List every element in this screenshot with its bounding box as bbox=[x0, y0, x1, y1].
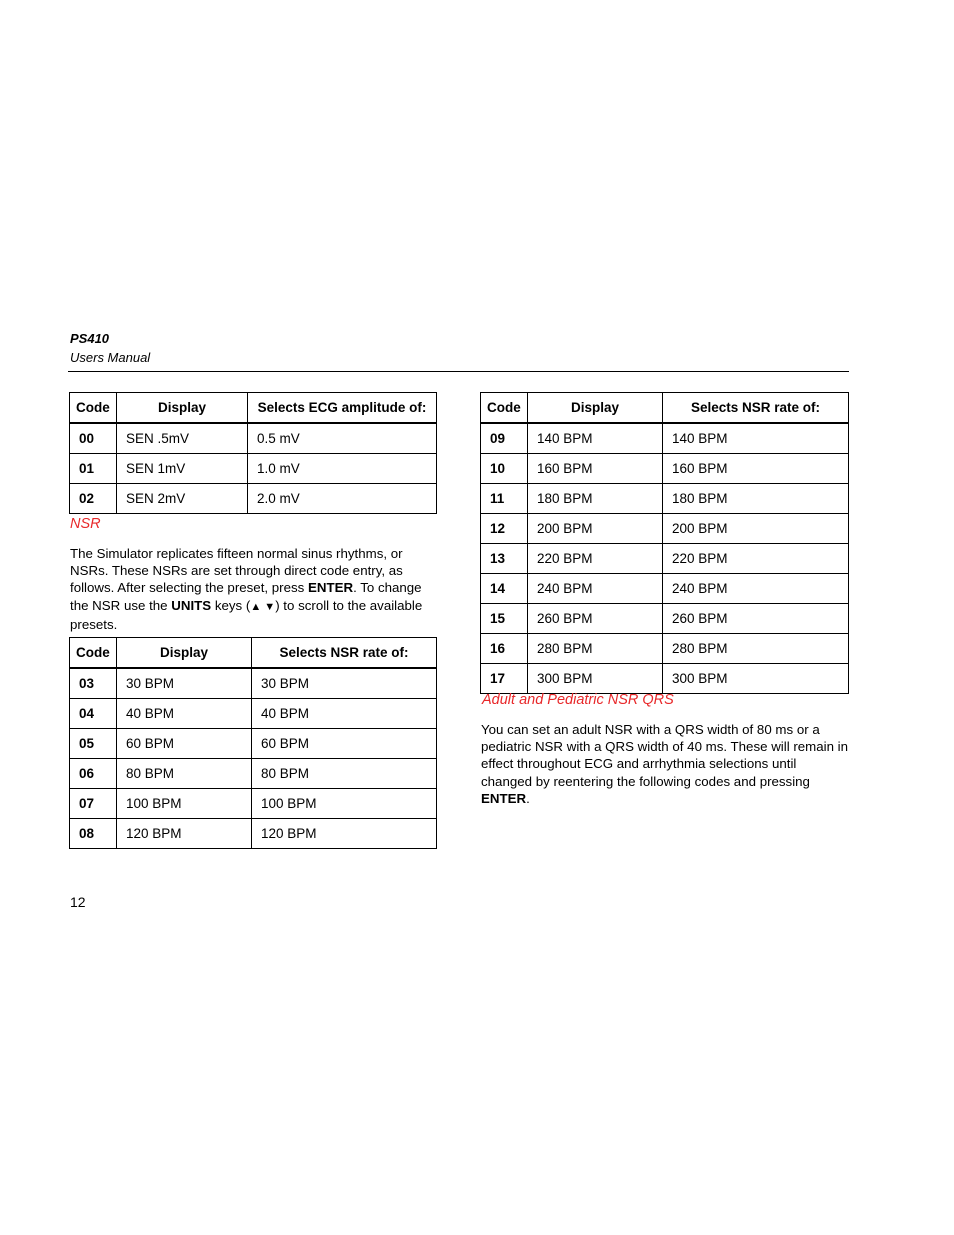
table-row bbox=[481, 604, 849, 634]
column-header: Code bbox=[70, 638, 117, 669]
display-cell: 160 BPM bbox=[528, 454, 663, 484]
table-header-row bbox=[70, 393, 437, 424]
display-cell: 60 BPM bbox=[117, 729, 252, 759]
display-cell: 40 BPM bbox=[117, 699, 252, 729]
value-cell: 120 BPM bbox=[252, 819, 437, 849]
code-cell: 03 bbox=[70, 668, 117, 699]
code-cell: 05 bbox=[70, 729, 117, 759]
qrs-text-2: . bbox=[526, 790, 530, 806]
page-number: 12 bbox=[70, 894, 86, 910]
value-cell: 30 BPM bbox=[252, 668, 437, 699]
nsr-rate-table-right bbox=[480, 392, 849, 694]
code-cell: 04 bbox=[70, 699, 117, 729]
table-row bbox=[481, 544, 849, 574]
display-cell: SEN 2mV bbox=[117, 484, 248, 514]
value-cell: 140 BPM bbox=[663, 423, 849, 454]
nsr-text-4: ) to scroll to the available presets. bbox=[70, 597, 423, 632]
display-cell: SEN .5mV bbox=[117, 423, 248, 454]
table-header-row bbox=[481, 393, 849, 424]
display-cell: 200 BPM bbox=[528, 514, 663, 544]
table-row bbox=[481, 574, 849, 604]
display-cell: 80 BPM bbox=[117, 759, 252, 789]
column-header: Code bbox=[70, 393, 117, 424]
table-row bbox=[481, 423, 849, 454]
units-key-label: UNITS bbox=[171, 597, 212, 613]
code-cell: 13 bbox=[481, 544, 528, 574]
table-row bbox=[481, 664, 849, 694]
column-header: Selects ECG amplitude of: bbox=[248, 393, 437, 424]
code-cell: 01 bbox=[70, 454, 117, 484]
code-cell: 12 bbox=[481, 514, 528, 544]
column-header: Display bbox=[117, 393, 248, 424]
table-row bbox=[70, 699, 437, 729]
display-cell: 240 BPM bbox=[528, 574, 663, 604]
value-cell: 0.5 mV bbox=[248, 423, 437, 454]
column-header: Selects NSR rate of: bbox=[252, 638, 437, 669]
display-cell: 300 BPM bbox=[528, 664, 663, 694]
enter-key-label: ENTER bbox=[307, 580, 354, 596]
display-cell: SEN 1mV bbox=[117, 454, 248, 484]
column-header: Code bbox=[481, 393, 528, 424]
display-cell: 220 BPM bbox=[528, 544, 663, 574]
table-row bbox=[481, 484, 849, 514]
table-row bbox=[70, 819, 437, 849]
value-cell: 80 BPM bbox=[252, 759, 437, 789]
enter-key-label: ENTER bbox=[481, 790, 527, 806]
display-cell: 30 BPM bbox=[117, 668, 252, 699]
nsr-paragraph bbox=[70, 545, 438, 633]
column-header: Display bbox=[528, 393, 663, 424]
display-cell: 180 BPM bbox=[528, 484, 663, 514]
value-cell: 220 BPM bbox=[663, 544, 849, 574]
value-cell: 60 BPM bbox=[252, 729, 437, 759]
table-row bbox=[70, 789, 437, 819]
display-cell: 120 BPM bbox=[117, 819, 252, 849]
table-row bbox=[70, 759, 437, 789]
code-cell: 10 bbox=[481, 454, 528, 484]
table-row bbox=[70, 484, 437, 514]
qrs-text-1: You can set an adult NSR with a QRS width of 80 ms or a pediatric NSR with a QRS width of 40 ms. These will remain in effect throughout ECG and arrhythmia selections until changed by reentering the following codes and pressing bbox=[481, 722, 849, 789]
qrs-heading: Adult and Pediatric NSR QRS bbox=[482, 692, 674, 708]
value-cell: 180 BPM bbox=[663, 484, 849, 514]
table-row bbox=[481, 634, 849, 664]
ecg-amplitude-table bbox=[69, 392, 437, 514]
display-cell: 140 BPM bbox=[528, 423, 663, 454]
table-header-row bbox=[70, 638, 437, 669]
table-row bbox=[70, 668, 437, 699]
nsr-text-1: The Simulator replicates fifteen normal sinus rhythms, or NSRs. These NSRs are set through direct code entry, as follows. After selecting the preset, press bbox=[70, 546, 403, 596]
code-cell: 15 bbox=[481, 604, 528, 634]
qrs-paragraph bbox=[481, 721, 849, 807]
nsr-rate-table-left bbox=[69, 637, 437, 849]
table-row bbox=[70, 454, 437, 484]
code-cell: 14 bbox=[481, 574, 528, 604]
value-cell: 100 BPM bbox=[252, 789, 437, 819]
display-cell: 280 BPM bbox=[528, 634, 663, 664]
nsr-text-2: . To change the NSR use the bbox=[70, 580, 422, 613]
arrow-keys-icon: ▲ ▼ bbox=[250, 600, 276, 613]
value-cell: 300 BPM bbox=[663, 664, 849, 694]
value-cell: 160 BPM bbox=[663, 454, 849, 484]
column-header: Display bbox=[117, 638, 252, 669]
display-cell: 260 BPM bbox=[528, 604, 663, 634]
code-cell: 09 bbox=[481, 423, 528, 454]
value-cell: 260 BPM bbox=[663, 604, 849, 634]
table-row bbox=[481, 454, 849, 484]
code-cell: 17 bbox=[481, 664, 528, 694]
value-cell: 1.0 mV bbox=[248, 454, 437, 484]
value-cell: 2.0 mV bbox=[248, 484, 437, 514]
table-row bbox=[70, 423, 437, 454]
table-row bbox=[70, 729, 437, 759]
code-cell: 06 bbox=[70, 759, 117, 789]
code-cell: 07 bbox=[70, 789, 117, 819]
document-title: PS410 bbox=[70, 331, 110, 346]
value-cell: 240 BPM bbox=[663, 574, 849, 604]
header-rule bbox=[68, 371, 849, 372]
document-subtitle: Users Manual bbox=[70, 350, 151, 365]
code-cell: 02 bbox=[70, 484, 117, 514]
code-cell: 08 bbox=[70, 819, 117, 849]
code-cell: 16 bbox=[481, 634, 528, 664]
display-cell: 100 BPM bbox=[117, 789, 252, 819]
value-cell: 40 BPM bbox=[252, 699, 437, 729]
column-header: Selects NSR rate of: bbox=[663, 393, 849, 424]
nsr-text-3: keys ( bbox=[211, 597, 251, 613]
table-row bbox=[481, 514, 849, 544]
code-cell: 00 bbox=[70, 423, 117, 454]
value-cell: 280 BPM bbox=[663, 634, 849, 664]
code-cell: 11 bbox=[481, 484, 528, 514]
nsr-heading: NSR bbox=[70, 516, 101, 532]
value-cell: 200 BPM bbox=[663, 514, 849, 544]
